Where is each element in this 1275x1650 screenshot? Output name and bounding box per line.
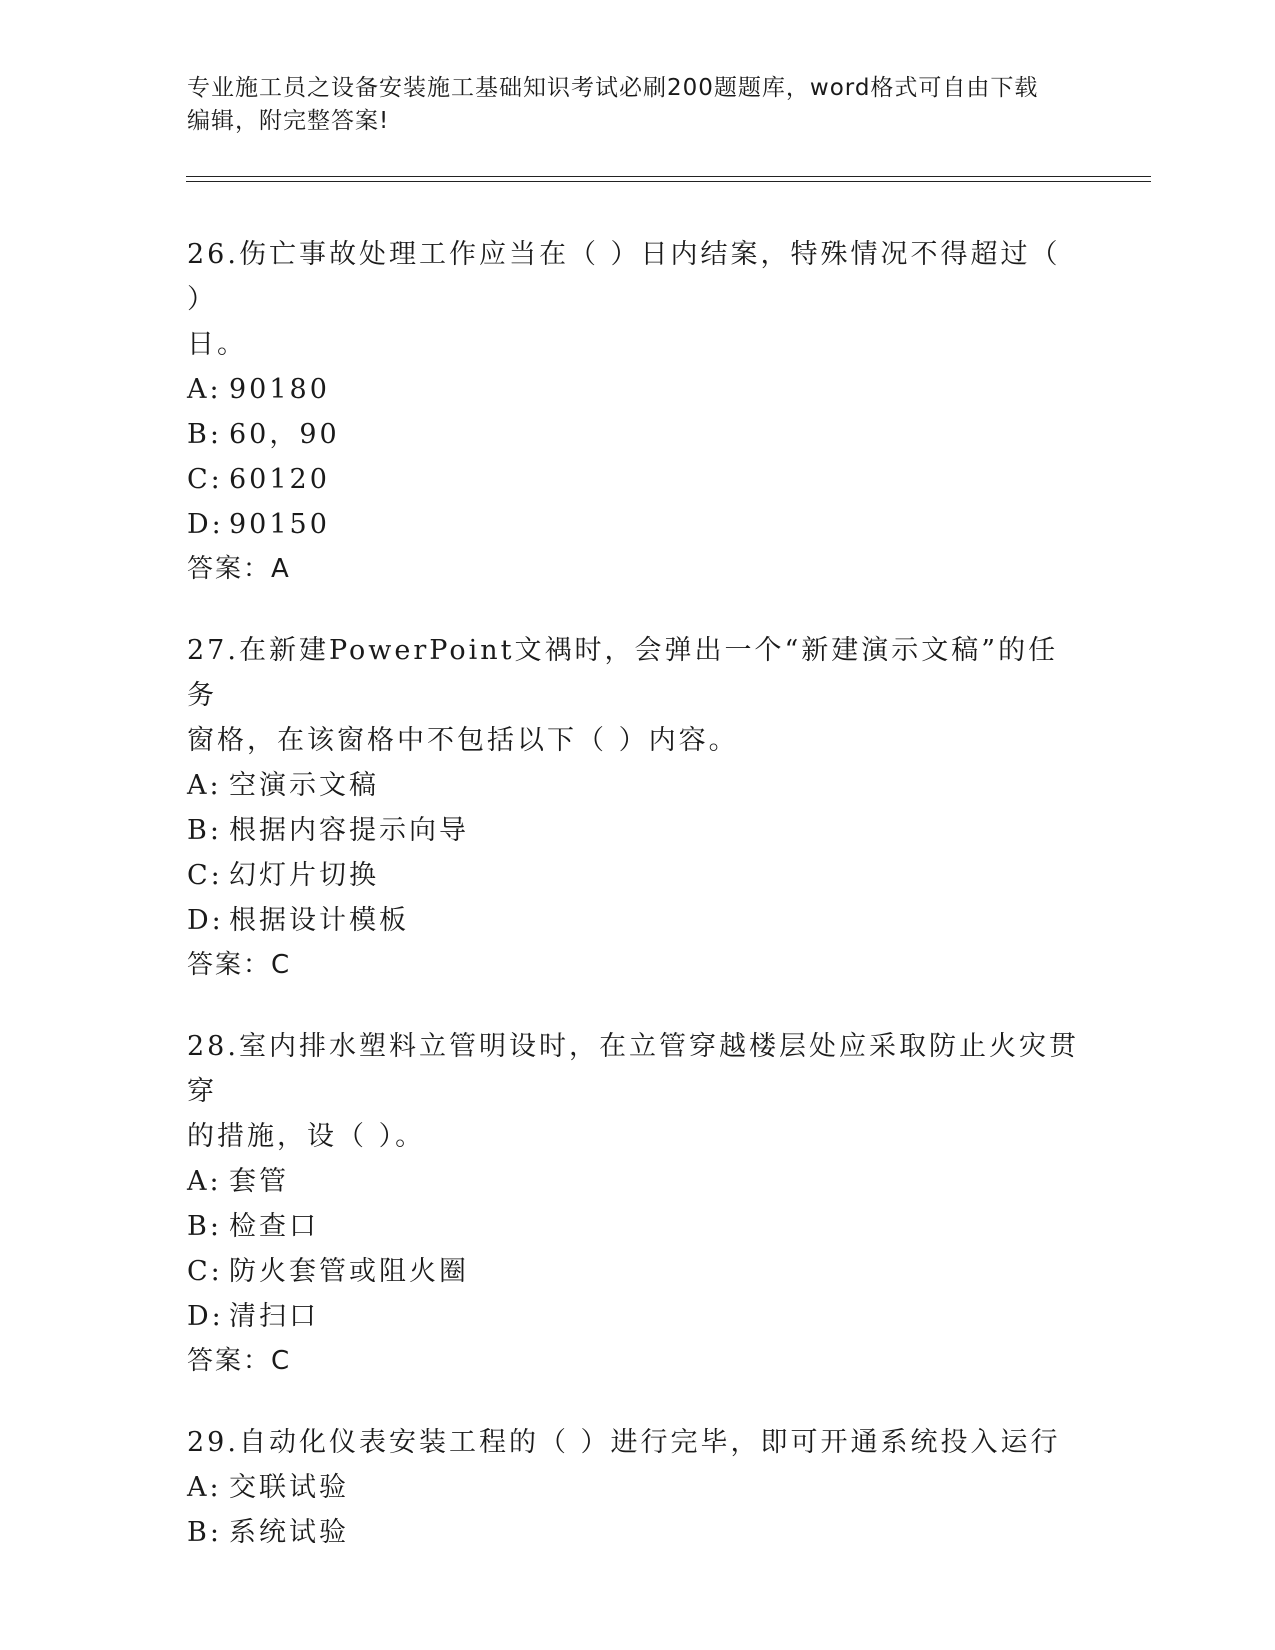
option-label: B: — [187, 419, 222, 450]
option-b — [187, 1204, 1087, 1249]
option-text: 60120 — [229, 464, 330, 495]
option-label: D: — [187, 905, 224, 936]
option-b — [187, 1510, 1087, 1555]
option-text: 套管 — [229, 1166, 289, 1197]
option-c — [187, 457, 1087, 502]
question-stem-line-1: 27.在新建PowerPoint文禑时，会弹出一个“新建演示文稿”的任务 — [187, 635, 1059, 711]
option-label: C: — [187, 860, 223, 891]
option-label: A: — [187, 1166, 222, 1197]
option-text: 根据设计模板 — [229, 905, 409, 936]
document-header — [187, 72, 1067, 138]
question-stem-line-2: 的措施，设（ ）。 — [187, 1121, 426, 1152]
option-text: 90180 — [229, 374, 330, 405]
question-stem-line-1: 28.室内排水塑料立管明设时，在立管穿越楼层处应采取防止火灾贯穿 — [187, 1031, 1079, 1107]
option-text: 检查口 — [229, 1211, 319, 1242]
option-text: 60，90 — [229, 419, 340, 450]
question-stem-line-2: 日。 — [187, 329, 247, 360]
option-text: 根据内容提示向导 — [229, 815, 469, 846]
option-c — [187, 1249, 1087, 1294]
option-label: B: — [187, 815, 222, 846]
option-c — [187, 853, 1087, 898]
option-a — [187, 763, 1087, 808]
option-text: 系统试验 — [229, 1517, 349, 1548]
option-b — [187, 808, 1087, 853]
option-text: 幻灯片切换 — [229, 860, 379, 891]
question-list — [187, 232, 1087, 1591]
option-label: C: — [187, 464, 223, 495]
option-text: 清扫口 — [229, 1301, 319, 1332]
option-b — [187, 412, 1087, 457]
option-text: 防火套管或阻火圈 — [229, 1256, 469, 1287]
option-label: A: — [187, 374, 222, 405]
option-a — [187, 1465, 1087, 1510]
header-title-line-1: 专业施工员之设备安装施工基础知识考试必刷200题题库，word格式可自由下载 — [187, 75, 1039, 101]
header-divider-top — [186, 176, 1151, 177]
question-stem-line-2: 窗格，在该窗格中不包括以下（ ）内容。 — [187, 725, 739, 756]
option-text: 空演示文稿 — [229, 770, 379, 801]
option-d — [187, 502, 1087, 547]
option-label: B: — [187, 1211, 222, 1242]
option-label: C: — [187, 1256, 223, 1287]
option-label: A: — [187, 1472, 222, 1503]
question-stem-line-1: 29.自动化仪表安装工程的（ ）进行完毕，即可开通系统投入运行 — [187, 1427, 1061, 1458]
answer: 答案：C — [187, 1346, 292, 1376]
question-29 — [187, 1420, 1087, 1555]
option-label: D: — [187, 509, 224, 540]
question-28 — [187, 1024, 1087, 1384]
option-label: B: — [187, 1517, 222, 1548]
option-label: A: — [187, 770, 222, 801]
option-d — [187, 898, 1087, 943]
option-d — [187, 1294, 1087, 1339]
option-label: D: — [187, 1301, 224, 1332]
answer: 答案：A — [187, 554, 291, 584]
option-text: 90150 — [229, 509, 330, 540]
option-a — [187, 1159, 1087, 1204]
option-a — [187, 367, 1087, 412]
question-27 — [187, 628, 1087, 988]
answer: 答案：C — [187, 950, 292, 980]
question-stem-line-1: 26.伤亡事故处理工作应当在（ ）日内结案，特殊情况不得超过（ ） — [187, 239, 1061, 315]
header-title-line-2: 编辑，附完整答案! — [187, 108, 390, 134]
option-text: 交联试验 — [229, 1472, 349, 1503]
header-divider-bottom — [186, 181, 1151, 182]
question-26 — [187, 232, 1087, 592]
